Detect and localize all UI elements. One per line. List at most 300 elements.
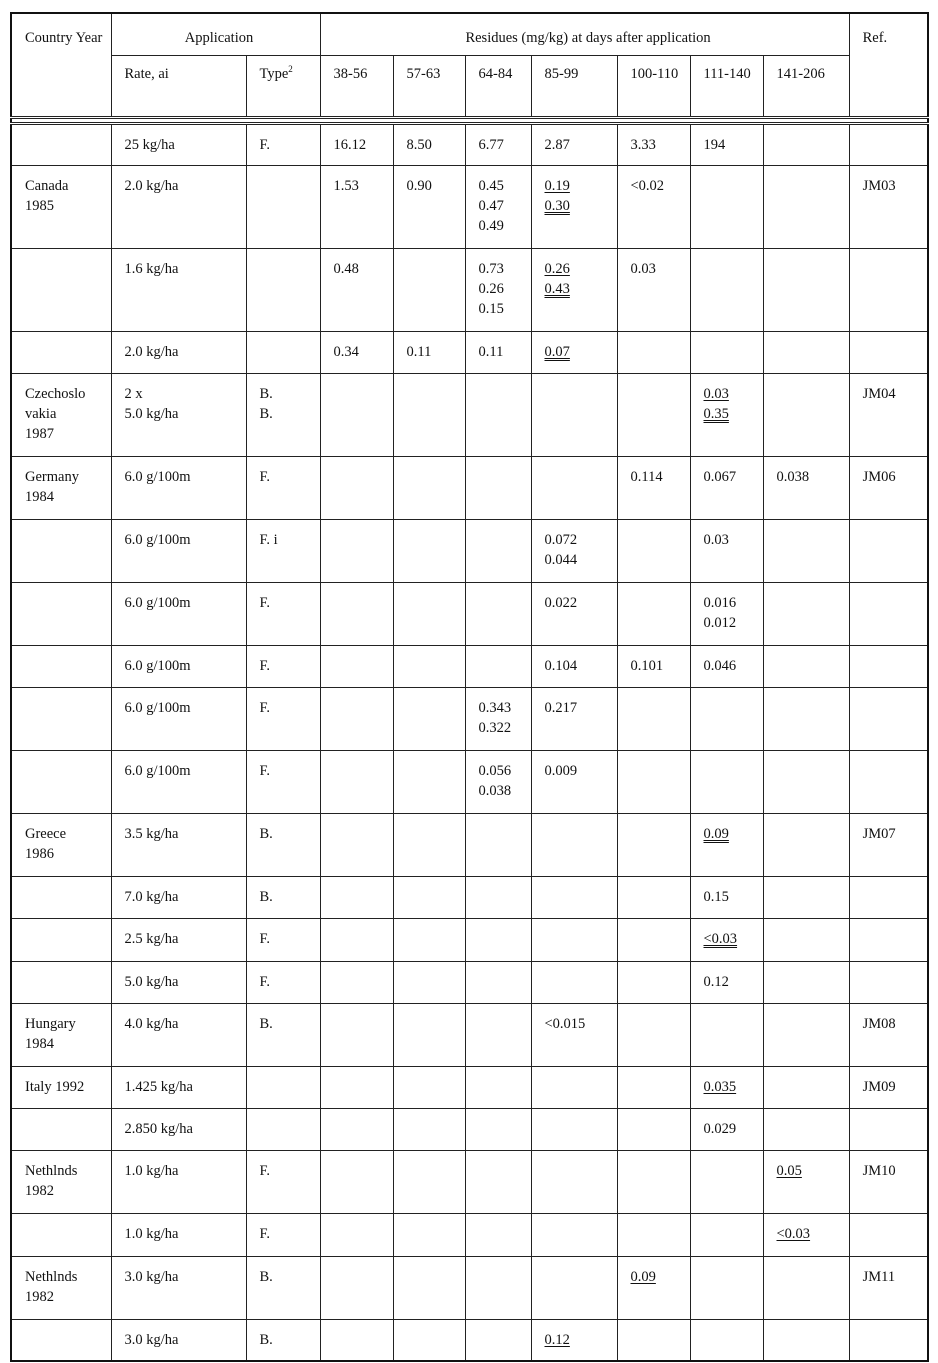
residue-cell xyxy=(320,813,393,876)
ref-cell xyxy=(849,331,928,373)
rate-cell xyxy=(111,750,246,813)
type-cell xyxy=(246,582,320,645)
residue-cell xyxy=(617,645,690,687)
residue-cell xyxy=(531,1003,617,1066)
table-row xyxy=(11,876,928,918)
country-year-cell-value: 1985 xyxy=(25,197,54,214)
residue-cell xyxy=(320,1108,393,1150)
residue-cell xyxy=(393,582,465,645)
residue-cell xyxy=(531,1256,617,1319)
country-year-cell-value: 1982 xyxy=(25,1182,54,1199)
residue-cell xyxy=(320,876,393,918)
rate-cell xyxy=(111,373,246,456)
residue-cell xyxy=(763,961,849,1003)
residue-cell xyxy=(763,1003,849,1066)
residue-cell xyxy=(690,1319,763,1361)
type-cell-value: F. xyxy=(259,136,271,153)
country-year-cell-value: Canada xyxy=(25,177,69,194)
residue-cell-value: 0.009 xyxy=(544,762,578,779)
table-row xyxy=(11,813,928,876)
residue-cell xyxy=(320,645,393,687)
rate-cell-value: 2 x xyxy=(124,385,143,402)
rate-cell-value: 2.850 kg/ha xyxy=(124,1120,193,1137)
residue-cell xyxy=(617,1003,690,1066)
residue-cell xyxy=(320,1213,393,1256)
residue-cell xyxy=(690,1150,763,1213)
residue-cell-value: 0.035 xyxy=(703,1078,737,1095)
ref-cell xyxy=(849,687,928,750)
table-row xyxy=(11,1213,928,1256)
rate-cell-value: 6.0 g/100m xyxy=(124,699,191,716)
country-year-cell-value: Nethlnds xyxy=(25,1162,78,1179)
table-row xyxy=(11,1108,928,1150)
type-cell-value: F. xyxy=(259,699,271,716)
residue-cell-value: 0.45 xyxy=(478,177,504,194)
country-year-cell xyxy=(11,1256,111,1319)
residue-cell xyxy=(617,1213,690,1256)
table-row xyxy=(11,519,928,582)
residue-cell-value: 0.03 xyxy=(703,385,729,402)
type-cell-value: B. xyxy=(259,385,273,402)
residue-cell xyxy=(531,373,617,456)
ref-cell xyxy=(849,813,928,876)
residue-cell xyxy=(763,813,849,876)
residue-cell-value: 0.12 xyxy=(703,973,729,990)
residue-cell xyxy=(690,1108,763,1150)
residue-cell xyxy=(763,331,849,373)
ref-cell xyxy=(849,373,928,456)
ref-cell xyxy=(849,918,928,961)
residue-cell xyxy=(465,456,531,519)
ref-cell xyxy=(849,1319,928,1361)
country-year-cell xyxy=(11,1066,111,1108)
residue-cell xyxy=(617,519,690,582)
rate-cell xyxy=(111,1213,246,1256)
country-year-cell-value: Czechoslo xyxy=(25,385,86,402)
ref-cell xyxy=(849,519,928,582)
residue-cell xyxy=(690,813,763,876)
residue-cell xyxy=(393,1108,465,1150)
residue-cell-value: 0.012 xyxy=(703,614,737,631)
residue-cell-value: 1.53 xyxy=(333,177,359,194)
table-row xyxy=(11,961,928,1003)
residue-cell xyxy=(465,918,531,961)
residue-cell-value: 0.35 xyxy=(703,405,729,422)
ref-cell xyxy=(849,1150,928,1213)
residue-cell xyxy=(393,1213,465,1256)
residue-cell xyxy=(393,165,465,248)
type-cell xyxy=(246,331,320,373)
residue-cell xyxy=(465,1256,531,1319)
residue-cell xyxy=(690,373,763,456)
type-cell-value: F. xyxy=(259,1225,271,1242)
residue-cell xyxy=(690,165,763,248)
type-cell-value: B. xyxy=(259,825,273,842)
table-row xyxy=(11,248,928,331)
residue-cell xyxy=(393,1066,465,1108)
rate-cell xyxy=(111,876,246,918)
residue-cell-value: <0.03 xyxy=(703,930,738,947)
residue-cell xyxy=(320,373,393,456)
residue-cell xyxy=(531,123,617,165)
residue-cell xyxy=(763,456,849,519)
residue-cell xyxy=(393,331,465,373)
country-year-cell xyxy=(11,331,111,373)
type-cell xyxy=(246,876,320,918)
residue-cell xyxy=(617,123,690,165)
type-cell xyxy=(246,687,320,750)
residue-cell xyxy=(763,1108,849,1150)
rate-cell-value: 6.0 g/100m xyxy=(124,762,191,779)
header-type-footnote: 2 xyxy=(288,63,293,74)
rate-cell xyxy=(111,961,246,1003)
table-row xyxy=(11,918,928,961)
residue-cell xyxy=(763,373,849,456)
residue-cell xyxy=(690,1256,763,1319)
residue-cell xyxy=(763,248,849,331)
rate-cell-value: 3.5 kg/ha xyxy=(124,825,179,842)
residue-cell xyxy=(531,519,617,582)
ref-cell-value: JM09 xyxy=(862,1078,896,1095)
residue-cell xyxy=(617,961,690,1003)
residue-cell xyxy=(320,165,393,248)
residue-cell xyxy=(393,961,465,1003)
residue-cell xyxy=(690,961,763,1003)
type-cell xyxy=(246,1108,320,1150)
ref-cell xyxy=(849,123,928,165)
table-row xyxy=(11,123,928,165)
country-year-cell xyxy=(11,750,111,813)
residue-cell xyxy=(763,687,849,750)
residue-cell-value: 0.09 xyxy=(630,1268,656,1285)
table-row xyxy=(11,1003,928,1066)
rate-cell xyxy=(111,687,246,750)
type-cell-value: F. xyxy=(259,762,271,779)
residue-cell-value: <0.02 xyxy=(630,177,665,194)
rate-cell xyxy=(111,165,246,248)
residue-cell xyxy=(617,1108,690,1150)
ref-cell xyxy=(849,1003,928,1066)
residue-cell-value: 0.072 xyxy=(544,531,578,548)
table-row xyxy=(11,331,928,373)
residue-cell xyxy=(531,1213,617,1256)
type-cell xyxy=(246,961,320,1003)
type-cell xyxy=(246,1003,320,1066)
country-year-cell xyxy=(11,1319,111,1361)
rate-cell-value: 1.425 kg/ha xyxy=(124,1078,193,1095)
type-cell-value: B. xyxy=(259,1331,273,1348)
rate-cell-value: 3.0 kg/ha xyxy=(124,1331,179,1348)
residue-cell-value: 16.12 xyxy=(333,136,367,153)
ref-cell-value: JM06 xyxy=(862,468,896,485)
country-year-cell-value: Hungary xyxy=(25,1015,76,1032)
residue-cell xyxy=(617,750,690,813)
type-cell xyxy=(246,165,320,248)
residue-cell xyxy=(465,876,531,918)
type-cell xyxy=(246,373,320,456)
residue-cell xyxy=(617,876,690,918)
type-cell-value: B. xyxy=(259,1268,273,1285)
country-year-cell xyxy=(11,248,111,331)
residue-cell xyxy=(617,813,690,876)
residue-cell xyxy=(690,1213,763,1256)
type-cell xyxy=(246,750,320,813)
rate-cell-value: 4.0 kg/ha xyxy=(124,1015,179,1032)
residue-cell xyxy=(320,456,393,519)
residue-cell-value: 0.05 xyxy=(776,1162,802,1179)
residue-cell xyxy=(531,1150,617,1213)
residue-cell-value: 0.101 xyxy=(630,657,664,674)
residue-cell-value: 0.43 xyxy=(544,280,570,297)
table-row xyxy=(11,582,928,645)
residue-cell xyxy=(393,123,465,165)
type-cell xyxy=(246,248,320,331)
ref-cell xyxy=(849,582,928,645)
country-year-cell xyxy=(11,519,111,582)
residue-cell-value: 0.48 xyxy=(333,260,359,277)
ref-cell xyxy=(849,876,928,918)
country-year-cell-value: 1986 xyxy=(25,845,54,862)
residue-table xyxy=(10,12,929,1362)
residue-cell-value: 0.07 xyxy=(544,343,570,360)
residue-cell xyxy=(690,456,763,519)
header-day-range: 141-206 xyxy=(763,55,849,117)
residue-cell xyxy=(393,373,465,456)
residue-cell xyxy=(465,248,531,331)
residue-cell-value: 0.067 xyxy=(703,468,737,485)
residue-cell-value: 0.30 xyxy=(544,197,570,214)
header-day-range: 100-110 xyxy=(617,55,690,117)
rate-cell-value: 2.0 kg/ha xyxy=(124,343,179,360)
residue-cell xyxy=(465,687,531,750)
rate-cell-value: 6.0 g/100m xyxy=(124,531,191,548)
rate-cell xyxy=(111,1003,246,1066)
ref-cell-value: JM10 xyxy=(862,1162,896,1179)
residue-cell xyxy=(531,248,617,331)
country-year-cell-value: 1982 xyxy=(25,1288,54,1305)
residue-cell xyxy=(763,645,849,687)
ref-cell xyxy=(849,1256,928,1319)
type-cell-value: F. xyxy=(259,930,271,947)
rate-cell xyxy=(111,1150,246,1213)
residue-cell-value: 0.343 xyxy=(478,699,512,716)
residue-cell xyxy=(690,645,763,687)
table-row xyxy=(11,456,928,519)
country-year-cell-value: vakia xyxy=(25,405,57,422)
rate-cell-value: 6.0 g/100m xyxy=(124,657,191,674)
residue-cell-value: 0.47 xyxy=(478,197,504,214)
header-day-range: 57-63 xyxy=(393,55,465,117)
residue-cell-value: 0.056 xyxy=(478,762,512,779)
residue-cell xyxy=(531,961,617,1003)
residue-table-page xyxy=(10,12,927,1362)
type-cell xyxy=(246,519,320,582)
residue-cell xyxy=(531,1319,617,1361)
residue-cell xyxy=(531,687,617,750)
country-year-cell xyxy=(11,1150,111,1213)
ref-cell xyxy=(849,1108,928,1150)
rate-cell xyxy=(111,1066,246,1108)
residue-cell-value: 0.15 xyxy=(703,888,729,905)
residue-cell-value: 0.046 xyxy=(703,657,737,674)
residue-cell xyxy=(465,123,531,165)
residue-cell xyxy=(690,1066,763,1108)
residue-cell xyxy=(763,750,849,813)
header-country-year: Country Year xyxy=(11,13,111,117)
rate-cell-value: 2.5 kg/ha xyxy=(124,930,179,947)
country-year-cell xyxy=(11,123,111,165)
residue-cell xyxy=(690,248,763,331)
country-year-cell-value: Greece xyxy=(25,825,67,842)
type-cell-value: B. xyxy=(259,888,273,905)
residue-cell xyxy=(617,1066,690,1108)
residue-cell xyxy=(763,918,849,961)
type-cell-value: F. xyxy=(259,1162,271,1179)
residue-cell xyxy=(617,248,690,331)
residue-cell xyxy=(465,519,531,582)
ref-cell xyxy=(849,456,928,519)
residue-cell-value: 2.87 xyxy=(544,136,570,153)
ref-cell-value: JM11 xyxy=(862,1268,896,1285)
residue-cell-value: 0.217 xyxy=(544,699,578,716)
residue-cell-value: 0.104 xyxy=(544,657,578,674)
rate-cell xyxy=(111,248,246,331)
residue-cell xyxy=(465,1150,531,1213)
rate-cell-value: 1.0 kg/ha xyxy=(124,1162,179,1179)
residue-cell xyxy=(393,918,465,961)
residue-cell xyxy=(465,1003,531,1066)
residue-cell xyxy=(690,750,763,813)
rate-cell xyxy=(111,582,246,645)
rate-cell-value: 25 kg/ha xyxy=(124,136,175,153)
ref-cell-value: JM04 xyxy=(862,385,896,402)
residue-cell-value: 0.34 xyxy=(333,343,359,360)
rate-cell xyxy=(111,331,246,373)
residue-cell-value: 0.90 xyxy=(406,177,432,194)
rate-cell-value: 7.0 kg/ha xyxy=(124,888,179,905)
table-row xyxy=(11,373,928,456)
table-row xyxy=(11,645,928,687)
residue-cell xyxy=(690,123,763,165)
residue-cell xyxy=(320,1003,393,1066)
residue-cell xyxy=(465,165,531,248)
rate-cell xyxy=(111,813,246,876)
type-cell xyxy=(246,1150,320,1213)
residue-cell xyxy=(320,331,393,373)
residue-cell-value: 0.114 xyxy=(630,468,663,485)
residue-cell xyxy=(320,1150,393,1213)
type-cell-value: B. xyxy=(259,405,273,422)
residue-cell xyxy=(465,813,531,876)
residue-cell xyxy=(465,961,531,1003)
country-year-cell xyxy=(11,1108,111,1150)
residue-cell-value: 0.73 xyxy=(478,260,504,277)
residue-cell xyxy=(320,1256,393,1319)
rate-cell xyxy=(111,1256,246,1319)
residue-cell-value: 0.49 xyxy=(478,217,504,234)
country-year-cell-value: Nethlnds xyxy=(25,1268,78,1285)
table-row xyxy=(11,750,928,813)
type-cell xyxy=(246,1256,320,1319)
country-year-cell xyxy=(11,645,111,687)
header-ref: Ref. xyxy=(849,13,928,117)
residue-cell-value: 0.19 xyxy=(544,177,570,194)
residue-cell xyxy=(393,1150,465,1213)
residue-cell xyxy=(393,248,465,331)
residue-cell xyxy=(531,165,617,248)
residue-cell xyxy=(393,813,465,876)
country-year-cell xyxy=(11,813,111,876)
rate-cell-value: 6.0 g/100m xyxy=(124,468,191,485)
rate-cell-value: 3.0 kg/ha xyxy=(124,1268,179,1285)
rate-cell-value: 1.6 kg/ha xyxy=(124,260,179,277)
header-rate: Rate, ai xyxy=(111,55,246,117)
residue-cell xyxy=(690,918,763,961)
residue-cell-value: 0.09 xyxy=(703,825,729,842)
residue-cell-value: 0.11 xyxy=(406,343,432,360)
type-cell-value: F. xyxy=(259,468,271,485)
residue-cell xyxy=(320,687,393,750)
type-cell-value: F. xyxy=(259,657,271,674)
table-body xyxy=(11,123,928,1361)
residue-cell xyxy=(763,1150,849,1213)
rate-cell-value: 5.0 kg/ha xyxy=(124,973,179,990)
residue-cell-value: 194 xyxy=(703,136,726,153)
residue-cell-value: 3.33 xyxy=(630,136,656,153)
rate-cell-value: 1.0 kg/ha xyxy=(124,1225,179,1242)
type-cell xyxy=(246,456,320,519)
header-day-range: 38-56 xyxy=(320,55,393,117)
country-year-cell xyxy=(11,961,111,1003)
residue-cell xyxy=(393,519,465,582)
ref-cell xyxy=(849,750,928,813)
residue-cell xyxy=(393,750,465,813)
residue-cell-value: 0.03 xyxy=(703,531,729,548)
country-year-cell xyxy=(11,918,111,961)
rate-cell xyxy=(111,123,246,165)
residue-cell xyxy=(690,331,763,373)
residue-cell xyxy=(320,1066,393,1108)
residue-cell xyxy=(465,1066,531,1108)
header-type: Type$^2$ xyxy=(246,55,320,117)
residue-cell xyxy=(465,331,531,373)
residue-cell xyxy=(617,373,690,456)
residue-cell xyxy=(320,582,393,645)
ref-cell xyxy=(849,1066,928,1108)
ref-cell-value: JM07 xyxy=(862,825,896,842)
type-cell xyxy=(246,813,320,876)
residue-cell-value: 0.029 xyxy=(703,1120,737,1137)
header-day-range: 85-99 xyxy=(531,55,617,117)
country-year-cell xyxy=(11,373,111,456)
type-cell xyxy=(246,1213,320,1256)
residue-cell-value: 0.26 xyxy=(544,260,570,277)
residue-cell xyxy=(393,1319,465,1361)
residue-cell xyxy=(763,519,849,582)
residue-cell xyxy=(320,961,393,1003)
country-year-cell xyxy=(11,687,111,750)
residue-cell xyxy=(531,918,617,961)
table-row xyxy=(11,1256,928,1319)
header-application: Application xyxy=(111,13,320,55)
residue-cell xyxy=(531,750,617,813)
residue-cell xyxy=(617,918,690,961)
type-cell xyxy=(246,1066,320,1108)
residue-cell xyxy=(320,918,393,961)
type-cell xyxy=(246,645,320,687)
residue-cell xyxy=(531,1066,617,1108)
residue-cell xyxy=(531,582,617,645)
